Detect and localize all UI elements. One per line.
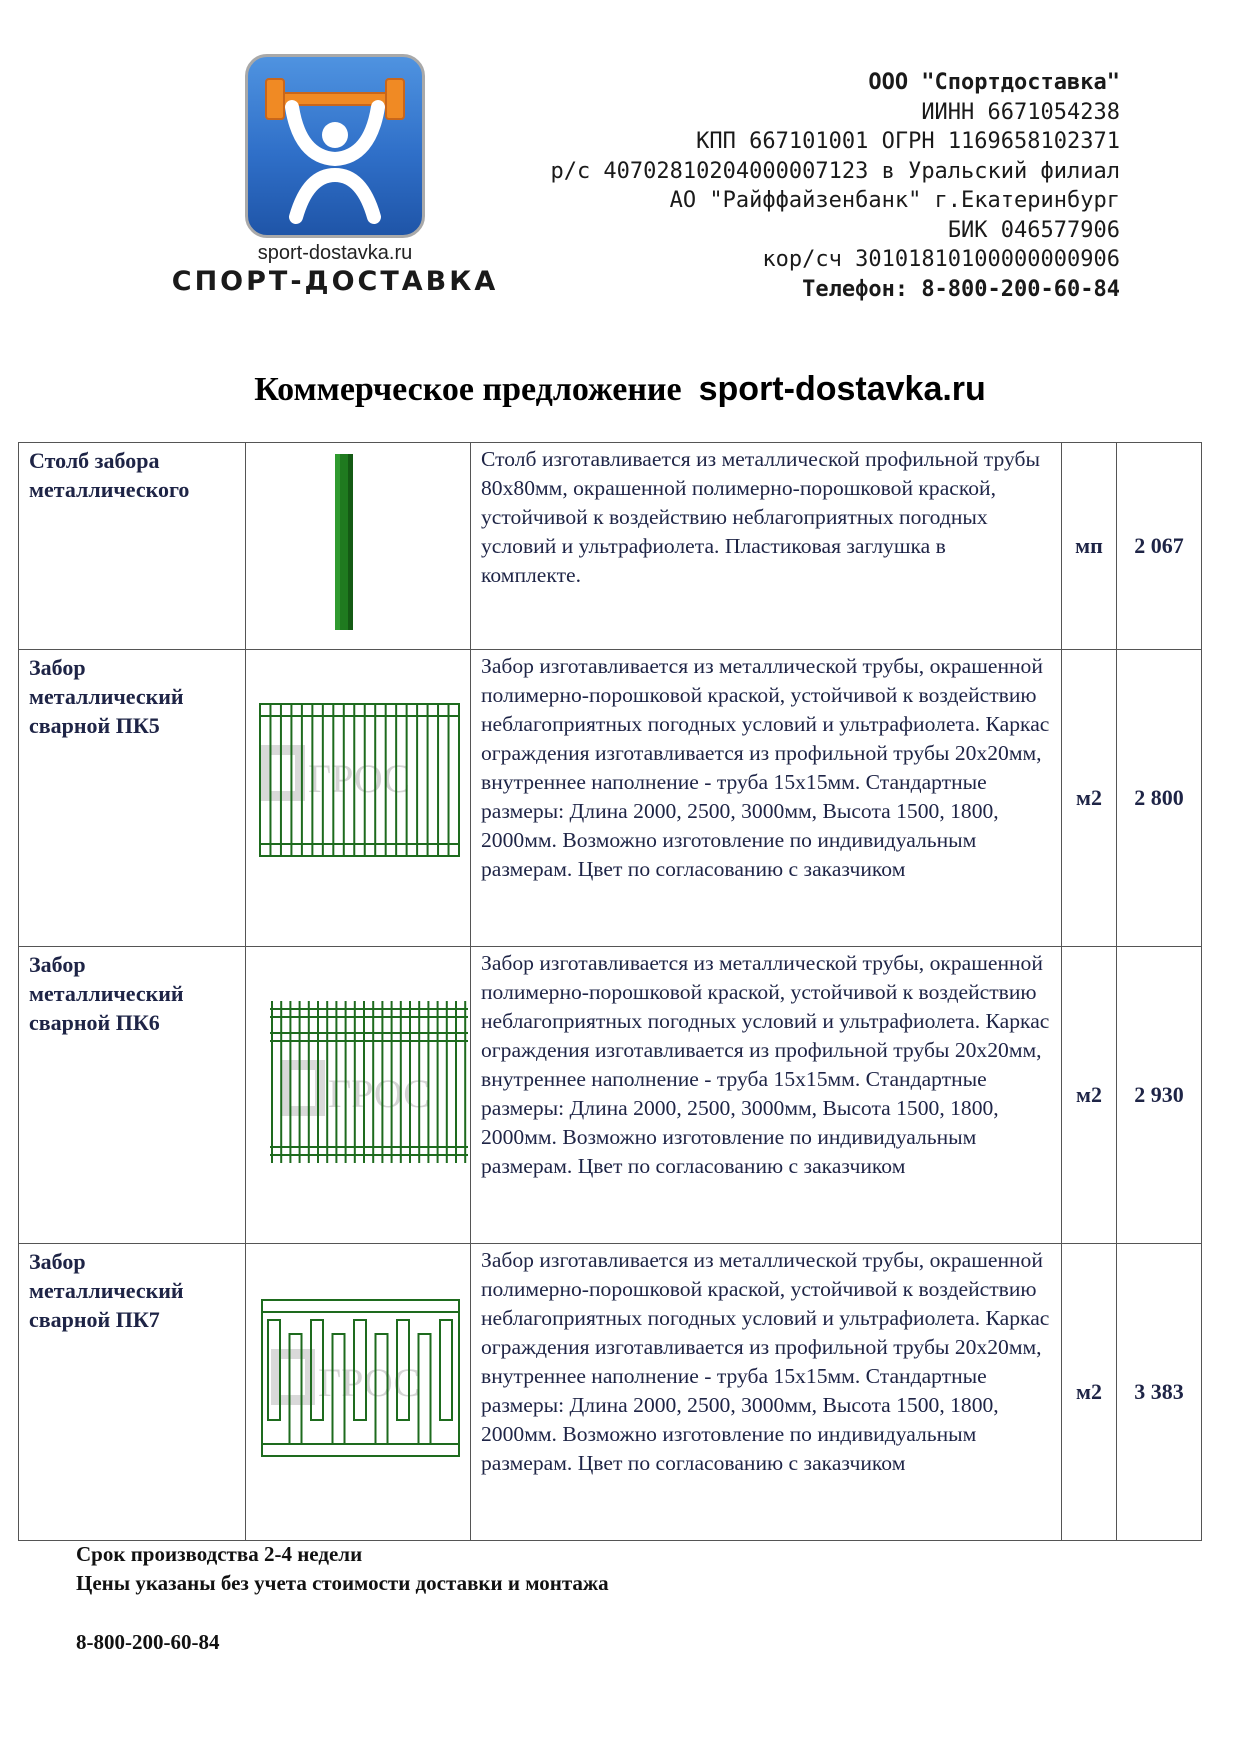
company-bank: АО "Райффайзенбанк" г.Екатеринбург bbox=[669, 188, 1120, 213]
product-description: Забор изготавливается из металлической трубы, окрашенной полимерно-порошковой краской, устойчивой к воздействию неблагоприятных погодных условий и ультрафиолета. Каркас ограждения изготавливается из профильной трубы 20х20мм, внутреннее наполнение - труба 15х15мм. Стандартные размеры: Длина 2000, 2500, 3000мм, Высота 1500, 1800, 2000мм. Возможно изготовление по индивидуальным размерам. Цвет по согласованию с заказчиком bbox=[471, 650, 1062, 947]
logo-emblem-icon bbox=[245, 54, 425, 238]
svg-text:ГРОС: ГРОС bbox=[308, 756, 410, 801]
page-title bbox=[0, 370, 1240, 409]
logo-url: sport-dostavka.ru bbox=[257, 242, 413, 264]
product-unit: м2 bbox=[1062, 650, 1117, 947]
product-description: Забор изготавливается из металлической трубы, окрашенной полимерно-порошковой краской, устойчивой к воздействию неблагоприятных погодных условий и ультрафиолета. Каркас ограждения изготавливается из профильной трубы 20х20мм, внутреннее наполнение - труба 15х15мм. Стандартные размеры: Длина 2000, 2500, 3000мм, Высота 1500, 1800, 2000мм. Возможно изготовление по индивидуальным размерам. Цвет по согласованию с заказчиком bbox=[471, 1244, 1062, 1541]
company-bik: БИК 046577906 bbox=[947, 217, 1120, 243]
product-price: 3 383 bbox=[1117, 1244, 1202, 1541]
product-unit: м2 bbox=[1062, 947, 1117, 1244]
logo-brand-name: СПОРТ-ДОСТАВКА bbox=[171, 266, 499, 297]
product-image-cell bbox=[246, 443, 471, 650]
title-main: Коммерческое предложение bbox=[254, 371, 682, 408]
table-row bbox=[19, 947, 1202, 1244]
fence-pk6-icon bbox=[246, 947, 470, 1237]
product-name: Столб забора металлического bbox=[19, 443, 246, 650]
table-row bbox=[19, 650, 1202, 947]
watermark-logo bbox=[286, 1065, 430, 1116]
fence-pk7-icon bbox=[246, 1244, 470, 1534]
company-kpp-ogrn: КПП 667101001 ОГРН 1169658102371 bbox=[696, 129, 1120, 154]
company-name: ООО "Спортдоставка" bbox=[868, 70, 1120, 95]
product-image-cell bbox=[246, 947, 471, 1244]
product-name: Забор металлический сварной ПК7 bbox=[19, 1244, 246, 1541]
svg-text:ГРОС: ГРОС bbox=[318, 1360, 420, 1405]
product-unit: м2 bbox=[1062, 1244, 1117, 1541]
company-phone: Телефон: 8-800-200-60-84 bbox=[802, 276, 1120, 302]
products-table bbox=[18, 442, 1202, 1541]
product-description: Забор изготавливается из металлической трубы, окрашенной полимерно-порошковой краской, устойчивой к воздействию неблагоприятных погодных условий и ультрафиолета. Каркас ограждения изготавливается из профильной трубы 20х20мм, внутреннее наполнение - труба 15х15мм. Стандартные размеры: Длина 2000, 2500, 3000мм, Высота 1500, 1800, 2000мм. Возможно изготовление по индивидуальным размерам. Цвет по согласованию с заказчиком bbox=[471, 947, 1062, 1244]
table-row bbox=[19, 443, 1202, 650]
production-time: Срок производства 2-4 недели bbox=[76, 1542, 363, 1566]
fence-post-icon bbox=[246, 443, 470, 643]
product-unit: мп bbox=[1062, 443, 1117, 650]
product-price: 2 067 bbox=[1117, 443, 1202, 650]
product-name: Забор металлический сварной ПК5 bbox=[19, 650, 246, 947]
company-inn: ИИНН 6671054238 bbox=[921, 99, 1120, 125]
product-price: 2 930 bbox=[1117, 947, 1202, 1244]
title-site: sport-dostavka.ru bbox=[698, 370, 986, 408]
footer-phone: 8-800-200-60-84 bbox=[76, 1630, 220, 1654]
footer-notes bbox=[76, 1540, 609, 1657]
price-note: Цены указаны без учета стоимости доставки и монтажа bbox=[76, 1571, 609, 1595]
product-description: Столб изготавливается из металлической профильной трубы 80х80мм, окрашенной полимерно-порошковой краской, устойчивой к воздействию неблагоприятных погодных условий и ультрафиолета. Пластиковая заглушка в комплекте. bbox=[471, 443, 1062, 650]
product-image-cell bbox=[246, 650, 471, 947]
company-logo bbox=[170, 52, 500, 302]
svg-text:ГРОС: ГРОС bbox=[328, 1071, 430, 1116]
product-image-cell bbox=[246, 1244, 471, 1541]
watermark-logo bbox=[266, 750, 410, 801]
company-account: р/с 40702810204000007123 в Уральский филиал bbox=[550, 158, 1120, 184]
company-corr-account: кор/сч 30101810100000000906 bbox=[762, 247, 1120, 272]
product-price: 2 800 bbox=[1117, 650, 1202, 947]
table-row bbox=[19, 1244, 1202, 1541]
company-details bbox=[550, 68, 1120, 304]
product-name: Забор металлический сварной ПК6 bbox=[19, 947, 246, 1244]
watermark-logo bbox=[276, 1354, 420, 1405]
fence-pk5-icon bbox=[246, 650, 470, 940]
